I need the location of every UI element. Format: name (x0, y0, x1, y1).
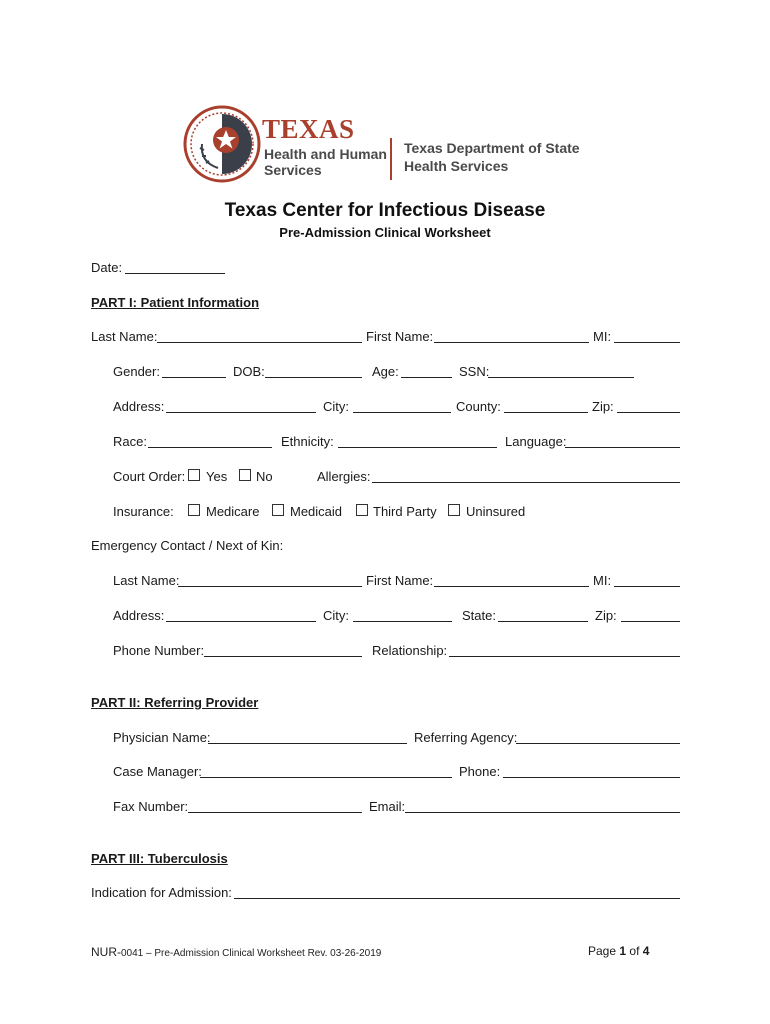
footer-code-rest: 0041 – Pre-Admission Clinical Worksheet Rev. 03-26-2019 (121, 948, 382, 959)
ec-state-label: State: (462, 608, 496, 623)
footer-of-word: of (629, 944, 640, 958)
part2-heading: PART II: Referring Provider (91, 695, 259, 710)
logo-hhs-line2: Services (264, 162, 322, 178)
ethnicity-field[interactable] (338, 447, 497, 448)
part3-heading: PART III: Tuberculosis (91, 851, 228, 866)
medicaid-checkbox[interactable] (272, 504, 284, 516)
email-label: Email: (369, 799, 406, 814)
ec-zip-field[interactable] (621, 621, 680, 622)
ec-city-field[interactable] (353, 621, 452, 622)
fax-number-field[interactable] (188, 812, 362, 813)
city-field[interactable] (353, 412, 451, 413)
ssn-field[interactable] (488, 377, 634, 378)
fax-number-label: Fax Number: (113, 799, 189, 814)
ec-city-label: City: (323, 608, 349, 623)
phone-field[interactable] (503, 777, 680, 778)
case-manager-label: Case Manager: (113, 764, 202, 779)
part1-heading: PART I: Patient Information (91, 295, 260, 310)
county-field[interactable] (504, 412, 588, 413)
address-label: Address: (113, 399, 165, 414)
ec-mi-label: MI: (593, 573, 612, 588)
ec-zip-label: Zip: (595, 608, 617, 623)
first-name-label: First Name: (366, 329, 434, 344)
ec-address-field[interactable] (166, 621, 316, 622)
insurance-label: Insurance: (113, 504, 174, 519)
logo-hhs-line1: Health and Human (264, 146, 387, 162)
phone-label: Phone: (459, 764, 501, 779)
logo-dshs-line2: Health Services (404, 158, 509, 174)
race-label: Race: (113, 434, 147, 449)
medicaid-label: Medicaid (290, 504, 343, 519)
ec-first-name-field[interactable] (434, 586, 589, 587)
physician-name-field[interactable] (208, 743, 407, 744)
gender-label: Gender: (113, 364, 160, 379)
court-order-yes-checkbox[interactable] (188, 469, 200, 481)
language-label: Language: (505, 434, 567, 449)
zip-label: Zip: (592, 399, 614, 414)
court-order-no-checkbox[interactable] (239, 469, 251, 481)
email-field[interactable] (405, 812, 680, 813)
ec-first-name-label: First Name: (366, 573, 434, 588)
medicare-checkbox[interactable] (188, 504, 200, 516)
mi-field[interactable] (614, 342, 680, 343)
court-order-no-label: No (256, 469, 273, 484)
dob-label: DOB: (233, 364, 265, 379)
page-title: Texas Center for Infectious Disease (224, 200, 546, 221)
footer-code-prefix: NUR- (91, 945, 121, 959)
uninsured-label: Uninsured (466, 504, 526, 519)
third-party-checkbox[interactable] (356, 504, 368, 516)
ec-relationship-field[interactable] (449, 656, 680, 657)
ethnicity-label: Ethnicity: (281, 434, 334, 449)
emergency-contact-heading: Emergency Contact / Next of Kin: (91, 538, 284, 553)
last-name-field[interactable] (157, 342, 362, 343)
footer-page-total: 4 (642, 944, 650, 958)
race-field[interactable] (148, 447, 272, 448)
age-label: Age: (372, 364, 399, 379)
referring-agency-label: Referring Agency: (414, 730, 518, 745)
last-name-label: Last Name: (91, 329, 158, 344)
mi-label: MI: (593, 329, 612, 344)
logo-texas-word: TEXAS (262, 114, 355, 144)
ec-phone-field[interactable] (204, 656, 362, 657)
case-manager-field[interactable] (200, 777, 452, 778)
footer-page-number (588, 944, 649, 958)
uninsured-checkbox[interactable] (448, 504, 460, 516)
allergies-label: Allergies: (317, 469, 371, 484)
age-field[interactable] (401, 377, 452, 378)
ec-last-name-label: Last Name: (113, 573, 180, 588)
ec-mi-field[interactable] (614, 586, 680, 587)
third-party-label: Third Party (373, 504, 437, 519)
page-subtitle: Pre-Admission Clinical Worksheet (279, 225, 491, 240)
date-field[interactable] (125, 273, 225, 274)
dob-field[interactable] (265, 377, 362, 378)
county-label: County: (456, 399, 501, 414)
logo-divider (390, 138, 392, 180)
zip-field[interactable] (617, 412, 680, 413)
ec-phone-label: Phone Number: (113, 643, 205, 658)
address-field[interactable] (166, 412, 316, 413)
logo-dshs-line1: Texas Department of State (404, 140, 580, 156)
ec-relationship-label: Relationship: (372, 643, 448, 658)
medicare-label: Medicare (206, 504, 260, 519)
footer-page-word: Page (588, 944, 617, 958)
court-order-yes-label: Yes (206, 469, 228, 484)
footer-page-num: 1 (619, 944, 627, 958)
first-name-field[interactable] (434, 342, 589, 343)
gender-field[interactable] (162, 377, 226, 378)
physician-name-label: Physician Name: (113, 730, 211, 745)
city-label: City: (323, 399, 349, 414)
language-field[interactable] (565, 447, 680, 448)
date-label: Date: (91, 260, 123, 275)
ec-address-label: Address: (113, 608, 165, 623)
referring-agency-field[interactable] (516, 743, 680, 744)
court-order-label: Court Order: (113, 469, 186, 484)
ec-last-name-field[interactable] (178, 586, 362, 587)
hhs-seal-icon (182, 104, 262, 184)
indication-field[interactable] (234, 898, 680, 899)
ec-state-field[interactable] (498, 621, 588, 622)
logo (180, 104, 580, 188)
allergies-field[interactable] (372, 482, 680, 483)
indication-label: Indication for Admission: (91, 885, 232, 900)
ssn-label: SSN: (459, 364, 490, 379)
footer-form-code (91, 945, 381, 959)
